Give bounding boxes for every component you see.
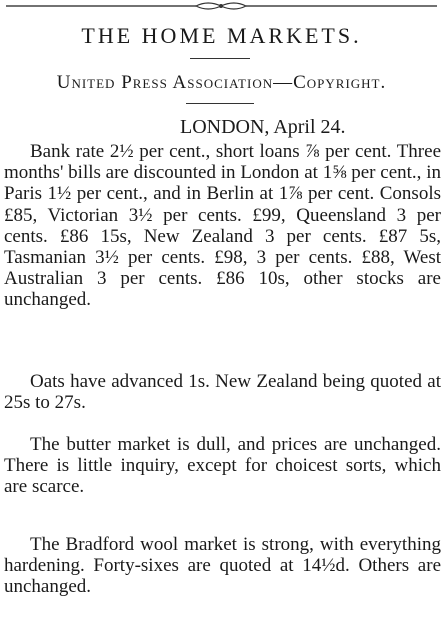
article-title: THE HOME MARKETS. <box>81 23 362 48</box>
paragraph-oats: Oats have advanced 1s. New Zealand being quoted at 25s to 27s. <box>4 371 441 414</box>
paragraph-butter: The butter market is dull, and prices are unchanged. There is little inquiry, except for choicest sorts, which are scarce. <box>4 434 441 498</box>
top-ornament-icon <box>0 0 443 16</box>
paragraph-finance: Bank rate 2½ per cent., short loans ⅞ per cent. Three months' bills are discounted in London at 1⅝ per cent., in Paris 1½ per cent., and in Berlin at 1⅞ per cent. Consols £85, Victorian 3½ per cents. £99, Queensland 3 per cents. £86 15s, New Zealand 3 per cents. £87 5s, Tasmanian 3½ per cents. £98, 3 per cents. £88, West Australian 3 per cents. £86 10s, other stocks are unchanged. <box>4 141 441 311</box>
paragraph-wool: The Bradford wool market is strong, with everything hardening. Forty-sixes are quoted at 14½d. Others are unchanged. <box>4 534 441 598</box>
press-byline: United Press Association—Copyright. <box>56 72 387 93</box>
title-divider <box>190 58 250 59</box>
dateline: LONDON, April 24. <box>180 116 346 138</box>
byline-divider <box>186 103 254 104</box>
